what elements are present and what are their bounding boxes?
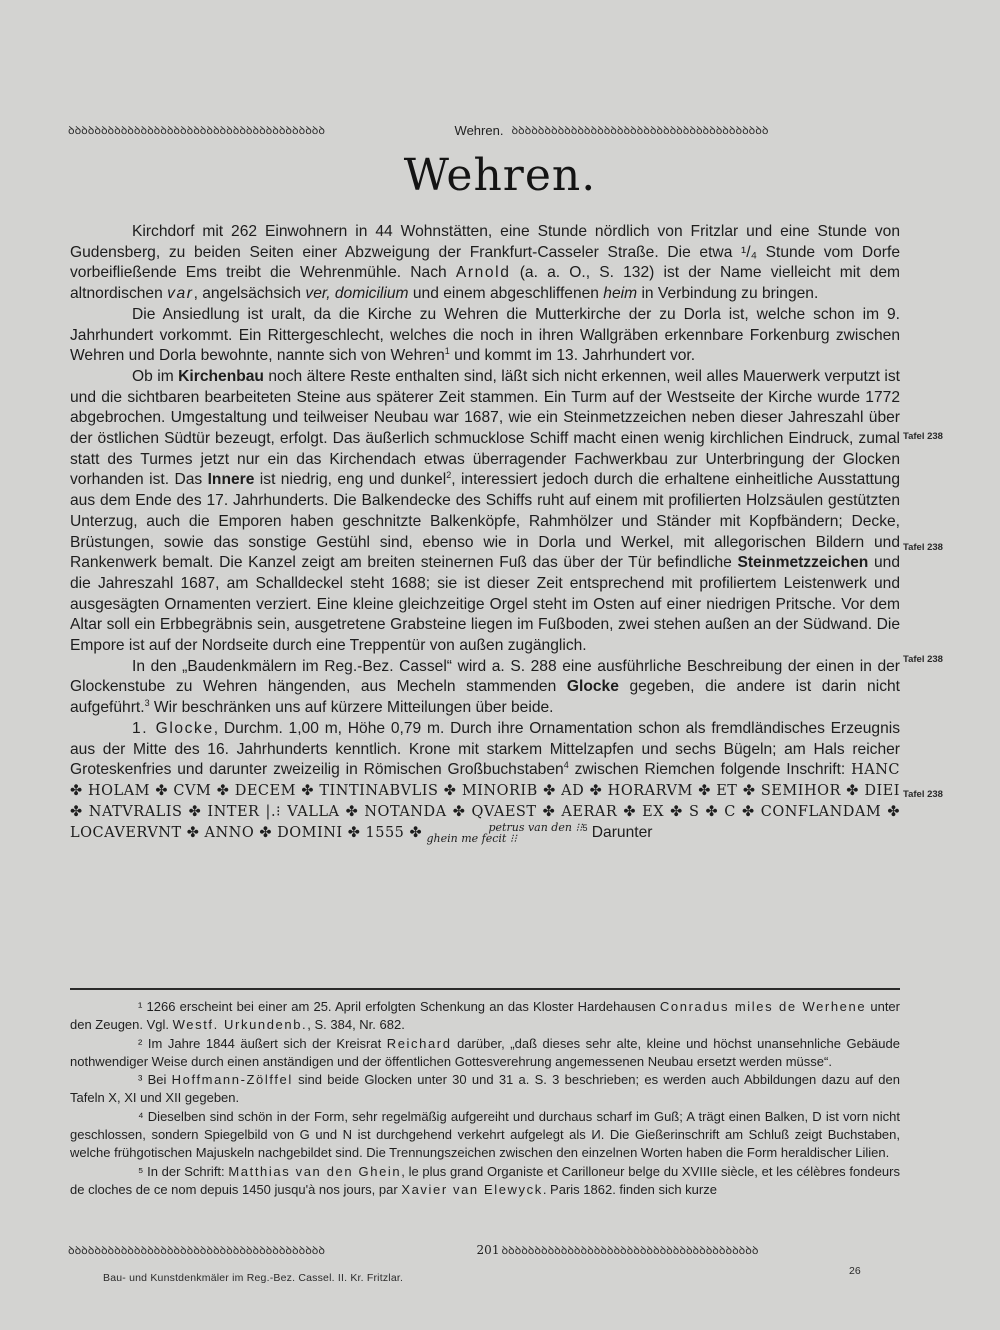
footnote-mark: ⁵ [138,1163,144,1179]
footnote-4 [70,1108,900,1163]
footnote-mark: ⁴ [138,1108,144,1124]
main-text [70,222,900,844]
text-span: zwischen Riemchen folgende Inschrift: [568,761,852,779]
text-span: Dieselben sind schön in der Form, sehr regelmäßig aufgereiht und durchaus scharf im Guß; A trägt einen Balken, D ist vorn nicht geschlossen, sondern Spiegelbild von G und N ist durchgehend verkehrt aufgelegt als И. Die Gießerinschrift am Schluß zeigt Buchstaben, welche frühgotischen Majuskeln nachgebildet sind. Die Trennungszeichen zwischen den einzelnen Worten haben die Form heraldischer Lilien. [70,1108,900,1161]
text-span: Wir beschränken uns auf kürzere Mitteilungen über beide. [149,699,554,717]
footnote-5 [70,1163,900,1200]
bell-heading: 1. Glocke [132,719,214,737]
margin-note-plate: Tafel 238 [903,431,943,442]
sheet-number: 26 [849,1265,861,1277]
bell-inscription: HANC ✤ HOLAM ✤ CVM ✤ DECEM ✤ TINTINABVLIS ✤ MINORIB ✤ AD ✤ HORARVM ✤ ET ✤ SEMIHOR ✤ DIEI ✤ NATVRALIS ✤ INTER |.⁝ VALLA ✤ NOTANDA ✤ QVAEST ✤ AERAR ✤ EX ✤ S ✤ C ✤ CONFLANDAM ✤ LOCAVERVNT ✤ ANNO ✤ DOMINI ✤ 1555 ✤ [70,762,901,842]
footer-ornament-left: ꝺꝺꝺꝺꝺꝺꝺꝺꝺꝺꝺꝺꝺꝺꝺꝺꝺꝺꝺꝺꝺꝺꝺꝺꝺꝺꝺꝺꝺꝺꝺꝺꝺꝺꝺꝺꝺꝺꝺ [68,1243,325,1257]
footer-ornament-right: ꝺꝺꝺꝺꝺꝺꝺꝺꝺꝺꝺꝺꝺꝺꝺꝺꝺꝺꝺꝺꝺꝺꝺꝺꝺꝺꝺꝺꝺꝺꝺꝺꝺꝺꝺꝺꝺꝺꝺ [501,1243,759,1257]
paragraph-history [70,305,900,367]
page-title: Wehren. [403,150,597,201]
spaced-text: Matthias van den Ghein [228,1163,402,1179]
term-heim: heim [603,285,638,303]
footnote-mark: ¹ [138,999,143,1014]
text-span: in Verbindung zu bringen. [637,285,819,303]
author-name: Arnold [455,264,511,282]
text-span: (a. a. O., S. 132) ist der Name vielleicht mit dem altnordischen [70,264,900,303]
header-ornament-left: ꝺꝺꝺꝺꝺꝺꝺꝺꝺꝺꝺꝺꝺꝺꝺꝺꝺꝺꝺꝺꝺꝺꝺꝺꝺꝺꝺꝺꝺꝺꝺꝺꝺꝺꝺꝺꝺꝺꝺ [68,123,325,137]
founder-line-2: ghein me fecit ⁝⁝ [426,832,517,846]
spaced-text: Conradus miles de Werhene [659,999,867,1014]
paragraph-bell-one [70,719,900,845]
footnote-divider [70,988,900,990]
margin-note-plate: Tafel 238 [903,542,943,553]
term-ver: ver, domicilium [305,285,409,303]
header-ornament-right: ꝺꝺꝺꝺꝺꝺꝺꝺꝺꝺꝺꝺꝺꝺꝺꝺꝺꝺꝺꝺꝺꝺꝺꝺꝺꝺꝺꝺꝺꝺꝺꝺꝺꝺꝺꝺꝺꝺꝺ [511,123,769,137]
spaced-text: Xavier van Elewyck [401,1181,543,1197]
text-span: Bei [142,1072,172,1088]
footnote-2 [70,1035,900,1072]
page-footer-ornament [68,1242,908,1258]
footnote-mark: ³ [138,1072,143,1088]
text-span: . Paris 1862. finden sich kurze [542,1181,717,1197]
series-title: Bau- und Kunstdenkmäler im Reg.-Bez. Cassel. II. Kr. Fritzlar. [103,1272,404,1284]
text-span: und die Jahreszahl 1687, am Schalldeckel steht 1688; sie ist dieser Zeit entsprechend mit profiliertem Leistenwerk und ausgesägten Ornamenten verziert. Eine kleine gleichzeitige Orgel steht im Osten auf einer niedrigen Pritsche. Vor dem Altar soll ein Erbbegräbnis sein, ausgetretene Grabsteine liegen im Fußboden, zwei stehen außen an der Südwand. Die Empore ist auf der Nordseite durch eine Treppentür von außen zugänglich. [70,554,900,655]
text-span: noch ältere Reste enthalten sind, läßt sich nicht erkennen, weil alles Mauerwerk verputzt ist und die sichtbaren bearbeiteten Steine aus späterer Zeit stammen. Ein Turm auf der Westseite der Kirche wurde 1772 abgebrochen. Umgestaltung und teilweiser Neubau war 1687, wie ein Steinmetzzeichen neben dieser Jahreszahl über der östlichen Südtür bezeugt, erfolgt. Das äußerlich schmucklose Schiff macht einen wenig kirchlichen Eindruck, zumal statt des Turmes jetzt nur ein das Kirchendach etwas überragender Fachwerkbau zur Unterbringung der Glocken vorhanden ist. Das [70,367,900,489]
spaced-text: Westf. Urkundenb. [172,1017,308,1033]
term-var: var [167,285,194,303]
founder-line-1: petrus van den ⁝⁝ [488,821,583,835]
footnote-3 [70,1071,900,1108]
paragraph-intro [70,222,900,305]
footnote-ref[interactable]: 4 [563,760,569,771]
text-span: , S. 384, Nr. 682. [307,1017,405,1033]
text-span: sind beide Glocken unter 30 und 31 a. S. 3 beschrieben; es werden auch Abbildungen dazu auf den Tafeln X, XI und XII gegeben. [70,1072,900,1106]
footnote-ref[interactable]: 3 [144,697,150,708]
margin-note-plate: Tafel 238 [903,789,943,800]
page-number: 201 [476,1243,500,1257]
text-span: darüber, „daß dieses sehr alte, kleine und höchst unansehnliche Gebäude nothwendiger Weise durch einen anständigen und der öffentlichen Gottesverehrung angemessenen Neubau ersetzt werden müsse“. [70,1035,900,1069]
text-span: 1266 erscheint bei einer am 25. April erfolgten Schenkung an das Kloster Hardehausen [142,999,660,1014]
spaced-text: Reichard [386,1035,452,1051]
footnotes [70,998,900,1199]
running-header [68,120,890,140]
text-span: Ob im [132,367,179,385]
keyword-kirchenbau: Kirchenbau [178,367,264,385]
footnote-1 [70,998,900,1035]
founder-inscription [427,822,583,844]
running-header-label: Wehren. [454,122,504,138]
footnote-ref[interactable]: 5 [582,823,588,834]
text-span: In den „Baudenkmälern im Reg.-Bez. Cassel“ wird a. S. 288 eine ausführliche Beschreibung der einen in der Glockenstube zu Wehren hängenden, aus Mecheln stammenden [70,657,900,696]
keyword-innere: Innere [207,471,255,489]
text-span: Im Jahre 1844 äußert sich der Kreisrat [142,1035,387,1051]
text-span: , le plus grand Organiste et Carilloneur belge du XVIIIe siècle, et les célèbres fondeurs de cloches de ce nom depuis 1450 jusqu'à nos jours, par [70,1163,900,1197]
text-span: Darunter [587,824,653,842]
keyword-glocke: Glocke [566,678,619,696]
paragraph-bells [70,657,900,719]
footnote-ref[interactable]: 2 [446,470,452,481]
text-span: gegeben, die andere ist darin nicht aufgeführt. [70,678,900,717]
text-span: und einem abgeschliffenen [408,285,604,303]
margin-note-plate: Tafel 238 [903,654,943,665]
footnote-ref[interactable]: 1 [444,346,450,357]
spaced-text: Hoffmann-Zölffel [171,1072,293,1088]
footnote-mark: ² [138,1035,143,1051]
text-span: In der Schrift: [143,1163,229,1179]
paragraph-church [70,367,900,657]
text-span: , angelsächsich [193,285,306,303]
text-span: ist niedrig, eng und dunkel [254,471,447,489]
text-span: , interessiert jedoch durch die erhaltene einheitliche Ausstattung aus dem Ende des 17. Jahrhunderts. Die Balkendecke des Schiffs ruht auf einem mit profilierten Holzsäulen gestützten Unterzug, auch die Emporen haben geschnitzte Balkenköpfe, Rahmhölzer und Ständer mit Kopfbändern; Decke, Brüstungen, sowie das sonstige Gestühl sind, ebenso wie in Dorla und Werkel, mit allegorischen Bildern und Rankenwerk bemalt. Die Kanzel zeigt am breiten steinernen Fuß das über der Tür befindliche [70,471,900,572]
text-span: und kommt im 13. Jahrhundert vor. [449,347,696,365]
keyword-steinmetzzeichen: Steinmetzzeichen [737,554,869,572]
text-span: unter den Zeugen. Vgl. [70,999,900,1033]
text-span: , Durchm. 1,00 m, Höhe 0,79 m. Durch ihre Ornamentation schon als fremdländisches Erzeugnis aus der Mitte des 16. Jahrhunderts kenntlich. Krone mit starkem Mittelzapfen und sechs Bügeln; am Hals reicher Groteskenfries und darunter zweizeilig in Römischen Großbuchstaben [70,719,900,779]
text-span: Kirchdorf mit 262 Einwohnern in 44 Wohnstätten, eine Stunde nördlich von Fritzlar und eine Stunde von Gudensberg, zu beiden Seiten einer Abzweigung der Frankfurt-Casseler Straße. Die etwa ¹/₄ Stunde vom Dorfe vorbeifließende Ems treibt die Wehrenmühle. Nach [70,223,900,282]
text-span: Die Ansiedlung ist uralt, da die Kirche zu Wehren die Mutterkirche der zu Dorla ist, welche schon im 9. Jahrhundert vorkommt. Ein Rittergeschlecht, welches die noch in ihren Wallgräben erkennbare Forkenburg zwischen Wehren und Dorla bewohnte, nannte sich von Wehren [70,305,900,365]
